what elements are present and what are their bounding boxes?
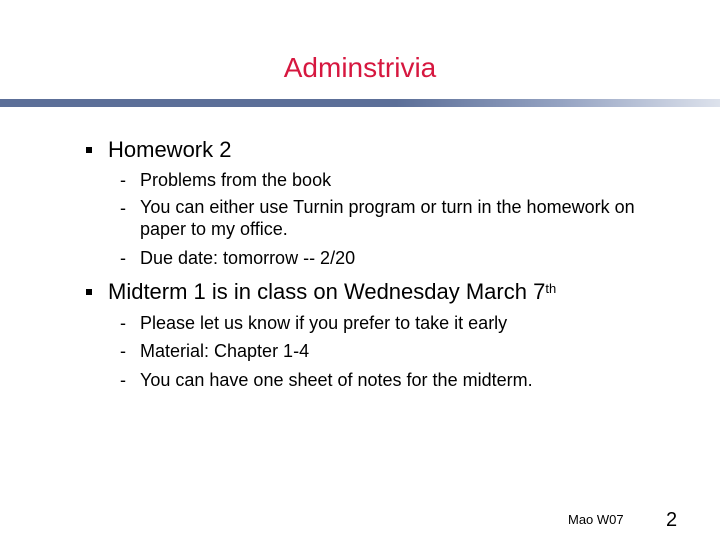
sub-bullet-text: Problems from the book	[140, 170, 332, 190]
dash-bullet-icon: -	[120, 341, 126, 361]
footer-text: Mao W07	[568, 512, 624, 527]
dash-bullet-icon: -	[120, 248, 126, 268]
page-number: 2	[666, 509, 678, 531]
bullet-text-wrap	[108, 279, 556, 305]
square-bullet-icon	[86, 289, 92, 295]
title-divider	[0, 99, 720, 107]
bullet-text: Homework 2	[108, 137, 232, 162]
bullet-text: Midterm 1 is in class on Wednesday March 7	[108, 279, 546, 304]
slide-title: Adminstrivia	[283, 52, 437, 83]
sub-bullet-text: You can either use Turnin program or turn in the homework on paper to my office.	[140, 197, 635, 239]
sub-bullet-text: Please let us know if you prefer to take it early	[140, 313, 508, 333]
dash-bullet-icon: -	[120, 313, 126, 333]
dash-bullet-icon: -	[120, 198, 126, 218]
sub-bullet-text: You can have one sheet of notes for the midterm.	[140, 370, 533, 390]
dash-bullet-icon: -	[120, 370, 126, 390]
sub-bullet-text: Material: Chapter 1-4	[140, 341, 310, 361]
sub-bullet-text: Due date: tomorrow -- 2/20	[140, 248, 356, 268]
square-bullet-icon	[86, 147, 92, 153]
bullet-superscript: th	[545, 281, 557, 296]
dash-bullet-icon: -	[120, 170, 126, 190]
